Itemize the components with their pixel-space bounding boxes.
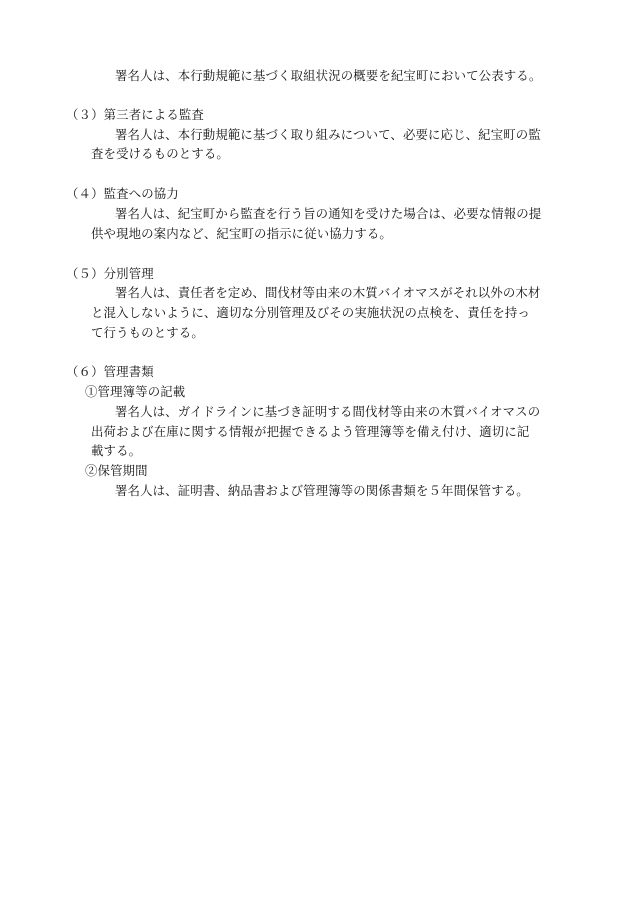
section-3-paragraph-line-1: 署名人は、本行動規範に基づく取り組みについて、必要に応じ、紀宝町の監: [115, 127, 541, 142]
section-5-heading: （５）分別管理: [66, 266, 154, 281]
section-4-heading: （４）監査への協力: [66, 186, 179, 201]
subsection-1-paragraph-line-1: 署名人は、ガイドラインに基づき証明する間伐材等由来の木質バイオマスの: [115, 404, 541, 419]
subsection-1-heading: ①管理簿等の記載: [85, 384, 186, 399]
subsection-2-paragraph-line-1: 署名人は、証明書、納品書および管理簿等の関係書類を５年間保管する。: [115, 483, 529, 498]
section-3-heading: （３）第三者による監査: [66, 107, 204, 122]
section-5-paragraph-line-3: て行うものとする。: [91, 325, 204, 340]
section-5-paragraph-line-2: と混入しないように、適切な分別管理及びその実施状況の点検を、責任を持っ: [91, 305, 530, 320]
subsection-1-paragraph-line-3: 載する。: [91, 443, 142, 458]
subsection-1-paragraph-line-2: 出荷および在庫に関する情報が把握できるよう管理簿等を備え付け、適切に記: [91, 424, 530, 439]
section-4-paragraph-line-2: 供や現地の案内など、紀宝町の指示に従い協力する。: [91, 226, 392, 241]
intro-paragraph-line-1: 署名人は、本行動規範に基づく取組状況の概要を紀宝町において公表する。: [115, 68, 542, 83]
section-4-paragraph-line-1: 署名人は、紀宝町から監査を行う旨の通知を受けた場合は、必要な情報の提: [115, 206, 542, 221]
section-5-paragraph-line-1: 署名人は、責任者を定め、間伐材等由来の木質バイオマスがそれ以外の木材: [115, 285, 541, 300]
section-6-heading: （６）管理書類: [66, 364, 154, 379]
subsection-2-heading: ②保管期間: [85, 463, 148, 478]
section-3-paragraph-line-2: 査を受けるものとする。: [91, 146, 229, 161]
